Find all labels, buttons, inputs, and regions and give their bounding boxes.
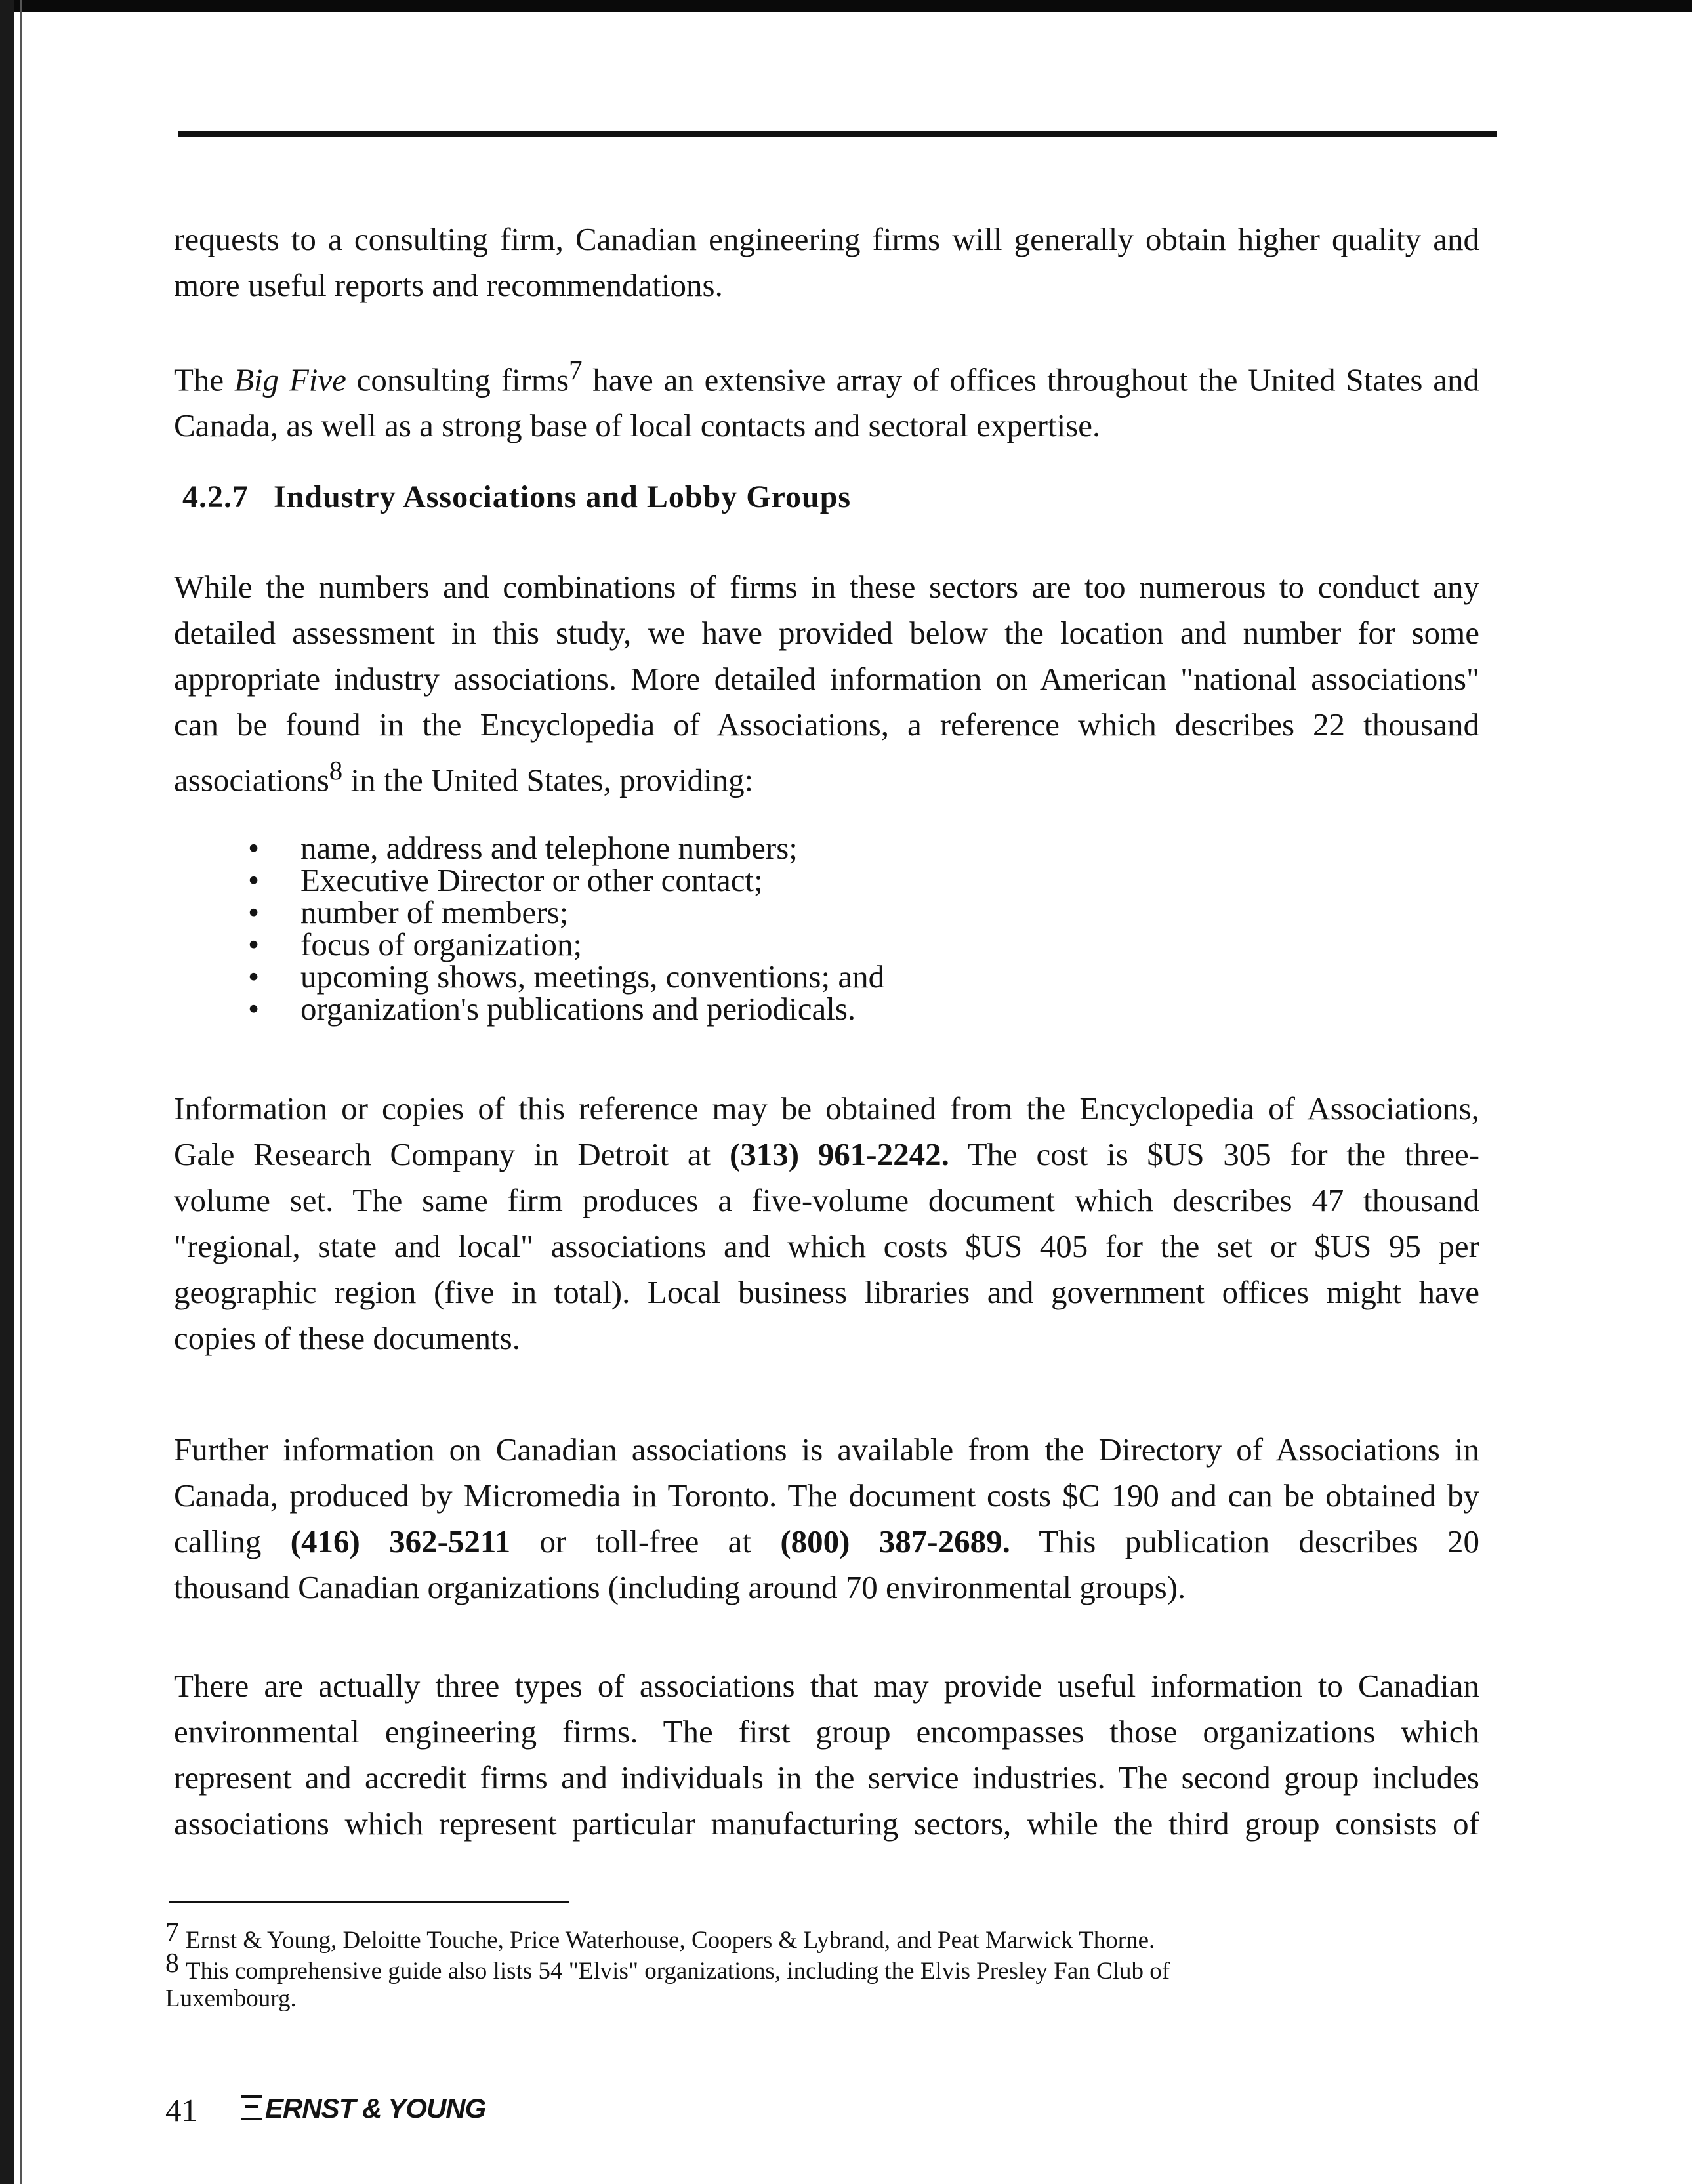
list-item: • name, address and telephone numbers; xyxy=(248,832,884,864)
header-rule xyxy=(178,131,1497,137)
section-title: Industry Associations and Lobby Groups xyxy=(274,480,852,514)
emphasis-big-five: Big Five xyxy=(234,361,346,398)
paragraph-canadian-directory: Further information on Canadian associations is available from the Directory of Associations in Canada, produced by Micromedia in Toronto. The document costs $C 190 and can be obtained by calling (416) 362-5211 or toll-free at (800) 387-2689. This publication describes 20 thousand Canadian organizations (including around 70 environmental groups). xyxy=(174,1432,1479,1605)
list-item: • number of members; xyxy=(248,896,884,928)
footnote-ref-8[interactable]: 8 xyxy=(329,756,343,785)
paragraph-continuation: requests to a consulting firm, Canadian engineering firms will generally obtain higher quality and more useful reports and recommendations. xyxy=(174,221,1479,303)
phone-number: (416) 362-5211 xyxy=(290,1523,511,1559)
footnote-7: $^7$ Ernst & Young, Deloitte Touche, Price Waterhouse, Coopers & Lybrand, and Peat Marwick Thorne. xyxy=(165,1918,1155,1954)
section-number: 4.2.7 xyxy=(182,480,249,514)
list-item: • Executive Director or other contact; xyxy=(248,864,884,896)
list-item: • organization's publications and periodicals. xyxy=(248,993,884,1025)
paragraph-association-types: There are actually three types of associations that may provide useful information to Canadian environmental engineering firms. The first group encompasses those organizations which represent and accredit firms and individuals in the service industries. The second group includes associations which represent particular manufacturing sectors, while the third group consists of xyxy=(174,1668,1479,1842)
section-heading xyxy=(182,479,851,515)
paragraph-encyclopedia: Information or copies of this reference may be obtained from the Encyclopedia of Associations, Gale Research Company in Detroit at (313) 961-2242. The cost is $US 305 for the three- volume set. The same firm produces a five-volume document which describes 47 thousand "regional, state and local" associations and which costs $US 405 for the set or $US 95 per geographic region (five in total). Local business libraries and government offices might have copies of these documents. xyxy=(174,1090,1480,1356)
footnote-8: $^8$ This comprehensive guide also lists 54 "Elvis" organizations, including the Elvis Presley Fan Club of Luxembourg. xyxy=(165,1948,1170,2012)
bullet-list xyxy=(248,832,884,1025)
paragraph-big-five: The Big Five consulting firms$^7$ have an extensive array of offices throughout the United States and Canada, as well as a strong base of local contacts and sectoral expertise. xyxy=(174,356,1479,444)
list-item: • upcoming shows, meetings, conventions; and xyxy=(248,960,884,993)
ernst-young-logo: ERNST & YOUNG xyxy=(241,2093,485,2124)
page-number: 41 xyxy=(165,2092,197,2128)
footnote-rule xyxy=(169,1901,569,1903)
footnote-ref-7[interactable]: 7 xyxy=(569,356,583,385)
list-item: • focus of organization; xyxy=(248,928,884,960)
paragraph-associations-intro: While the numbers and combinations of firms in these sectors are too numerous to conduct any detailed assessment in this study, we have provided below the location and number for some appropriate industry associations. More detailed information on American "national associations" can be found in the Encyclopedia of Associations, a reference which describes 22 thousand associations$^8$ in the United States, providing: xyxy=(174,569,1479,798)
phone-number: (800) 387-2689. xyxy=(780,1523,1010,1559)
phone-number: (313) 961-2242. xyxy=(729,1136,949,1172)
logo-mark-icon xyxy=(241,2095,262,2120)
